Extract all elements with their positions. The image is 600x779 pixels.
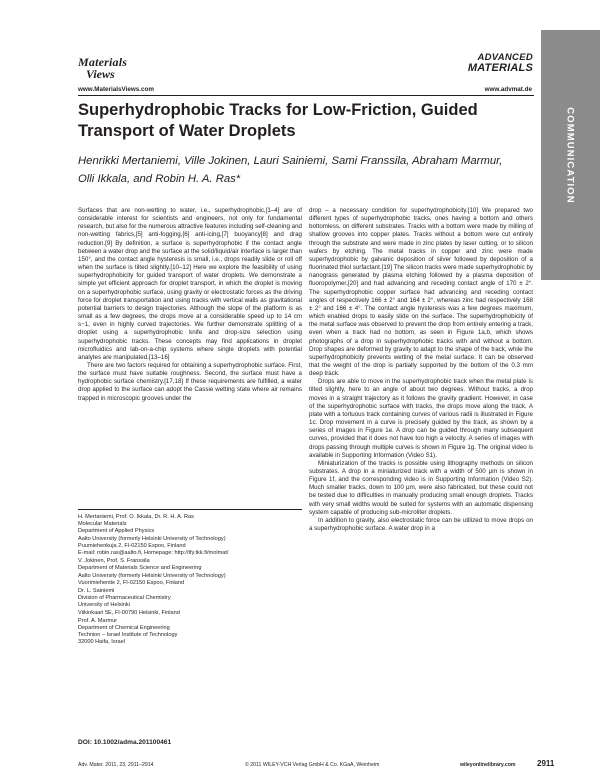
body-paragraph: Drops are able to move in the superhydrophobic track when the metal plate is tilted slightly, here to an angle of about two degrees. Without tracks, a drop moves in a straight trajectory as it follows the gravity gradient. However, in case of the superhydrophobic surface with tracks, the drops move along the track. A plate with a tortuous track containing curves of various radii is illustrated in Figure 1c. Drop movement in a curve is precisely guided by the track, as shown by a series of images in Figure 1e. A drop can be guided through many subsequent curves, provided that it does not have too high a velocity. A series of images with drops passing through multiple curves is shown in Figure 1g. The original video is available in Supporting Information (Video S1). [309,378,533,459]
author-list-line2: Olli Ikkala, and Robin H. A. Ras* [78,173,241,185]
affiliation-line: Department of Applied Physics [78,528,155,535]
affiliation-line: Molecular Materials [78,521,127,528]
body-column-right [309,207,533,533]
advanced-materials-logo [453,54,533,73]
affiliation-line: Dr. L. Sainiemi [78,588,115,595]
affiliation-line: Aalto University (formerly Helsinki University of Technology) [78,572,226,579]
affiliation-line: Aalto University (formerly Helsinki University of Technology) [78,535,226,542]
page-number: 2911 [537,759,555,768]
advanced-materials-logo-line1: ADVANCED [477,52,533,63]
author-list [78,152,528,188]
advanced-materials-logo-line2: MATERIALS [467,61,533,74]
advmat-url[interactable]: www.advmat.de [484,86,532,93]
affiliation-line: Puumiehenkuja 2, FI-02150 Espoo, Finland [78,542,186,549]
affiliation-block [78,618,302,647]
footer-journal-reference: Adv. Mater. 2011, 23, 2911–2914 [78,762,154,768]
article-title [78,100,518,142]
footer-copyright: © 2011 WILEY-VCH Verlag GmbH & Co. KGaA, Weinheim [245,762,380,768]
materials-views-url[interactable]: www.MaterialsViews.com [78,86,154,93]
affiliation-line: Department of Chemical Engineering [78,625,170,632]
affiliation-line: V. Jokinen, Prof. S. Franssila [78,558,150,565]
body-paragraph: Miniaturization of the tracks is possible using lithography methods on silicon substrates. A drop in a miniaturized track with a width of 500 μm is shown in Figure 1f, and the corresponding video is in Supporting Information (Video S2). Much smaller tracks, down to 100 μm, were also fabricated, but these could not be tested due to difficulties in manually producing small enough droplets. Tracks with very small widths would be suited for systems with an automatic dispensing system capable of producing sub-microliter droplets. [309,459,533,516]
affiliation-block [78,514,302,557]
materials-views-logo-line2: Views [86,67,115,81]
body-column-left [78,207,302,403]
section-tab-label-wrap [541,30,600,280]
body-paragraph: Surfaces that are non-wetting to water, i.e., superhydrophobic,[1–4] are of considerable interest for scientists and engineers, not only for fundamental research, but also for the numerous attractive features including self-cleaning and non-wetting fabrics,[5] anti-fogging,[6] anti-icing,[7] buoyancy[8] and drag reduction.[9] By definition, a surface is superhydrophobic if the contact angle between a water drop and the surface at the solid/liquid/air interface is larger than 150°, and the contact angle hysteresis is small, i.e., drops readily slide or roll off when the surface is tilted slightly.[10–12] Here we explore the feasibility of using superhydrophobicity for guided transport of water droplets. We demonstrate a simple yet efficient approach for droplet transport, in which the droplet is moving on a superhydrophobic surface, using gravity or electrostatic forces as the driving force for droplet transportation and using tracks with vertical walls as gravitational potential barriers to design trajectories. Although the slope of the platform is as small as a few degrees, the drops move at a considerable speed up to 14 cm s−1, even in highly curved trajectories. We further demonstrate splitting of a droplet using a superhydrophobic knife and drop-size selection using superhydrophobic tracks. These concepts may find applications in droplet microfluidics and lab-on-a-chip systems where single droplets with potential analytes are manipulated.[13–16] [78,207,302,361]
affiliation-line: Department of Materials Science and Engineering [78,565,202,572]
body-paragraph: There are two factors required for obtaining a superhydrophobic surface. First, the surface must have suitable roughness. Second, the surface must have a hydrophobic surface chemistry.[17,18] If these requirements are fulfilled, a water drop applied to the surface can adopt the Cassie wetting state where air remains trapped in microscopic grooves under the [78,361,302,402]
affiliations [78,514,302,648]
doi-link[interactable]: DOI: 10.1002/adma.201100461 [78,739,172,746]
affiliation-line: Vuorimiehentie 2, FI-02150 Espoo, Finland [78,579,185,586]
section-tab-label: COMMUNICATION [565,106,577,204]
materials-views-logo [78,56,140,80]
body-paragraph: drop – a necessary condition for superhydrophobicity.[10] We prepared two different types of superhydrophobic tracks, ones having a bottom and others bottomless, on different substrates. Tracks with a bottom were made by milling of shallow grooves into copper plates. Tracks without a bottom were cut entirely through the substrate and were made in zinc plates by laser cutting, or to silicon wafers by etching. The metal tracks in copper and zinc were made superhydrophobic by galvanic deposition of silver followed by deposition of a fluorinated thiol surfactant.[19] The silicon tracks were made superhydrophobic by nanograss generated by plasma etching followed by a plasma deposition of fluoropolymer,[20] and had advancing and receding contact angle of 170 ± 2°. The superhydrophobic copper surface had advancing and receding contact angles of respectively 166 ± 2° and 164 ± 2°, whereas zinc had respectively 168 ± 2° and 166 ± 4°. The contact angle hysteresis was a few degrees maximum, which enabled drops to easily slide on the surface. The superhydrophobicity of the metal surface was observed to prevent the drop from entirely entering a track, even when a track had no bottom, as seen in Figure 1a,b, which shows photographs of a drop in superhydrophobic tracks with and without a bottom. Drop shapes are deformed by gravity to adapt to the shape of the track, while the superhydrophobicity prevents wetting of the metal surface. It can be observed that the weight of the drop is partially supported by the bottom of the 0.3 mm deep track. [309,207,533,378]
article-title-line1: Superhydrophobic Tracks for Low-Friction, Guided [78,101,478,119]
affiliation-block [78,588,302,617]
materials-views-logo-line1: Materials [78,55,128,69]
affiliation-line: Viikinkaari 5E, FI-00790 Helsinki, Finland [78,609,180,616]
affiliation-line: Division of Pharmaceutical Chemistry [78,595,171,602]
header-divider [78,95,534,96]
affiliation-line: Prof. A. Marmur [78,617,118,624]
author-list-line1: Henrikki Mertaniemi, Ville Jokinen, Lauri Sainiemi, Sami Franssila, Abraham Marmur, [78,155,503,167]
affiliation-line: University of Helsinki [78,602,130,609]
body-paragraph: In addition to gravity, also electrostatic force can be utilized to move drops on a superhydrophobic surface. A water drop in a [309,516,533,533]
affiliation-block [78,558,302,587]
affiliation-line: Technion – Israel Institute of Technology [78,632,178,639]
affiliation-line: 32000 Haifa, Israel [78,639,125,646]
footer-website-link[interactable]: wileyonlinelibrary.com [460,762,516,768]
affiliation-line: H. Mertaniemi, Prof. O. Ikkala, Dr. R. H. A. Ras [78,514,194,520]
article-title-line2: Transport of Water Droplets [78,122,296,140]
affiliation-divider [78,509,302,510]
affiliation-email-line[interactable]: E-mail: robin.ras@aalto.fi, Homepage: http://tfy.tkk.fi/molmat/ [78,550,229,557]
